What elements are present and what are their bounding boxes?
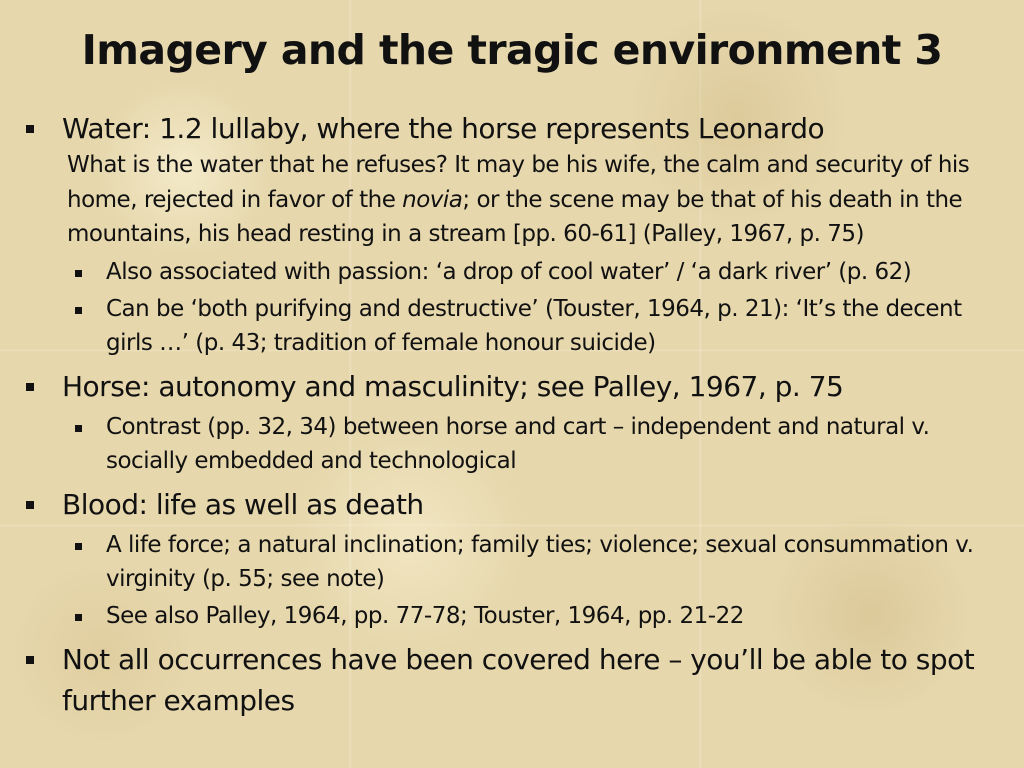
bullet-list — [22, 108, 1012, 721]
paragraph-italic-text: novia — [402, 186, 463, 213]
square-bullet-icon — [22, 366, 62, 407]
square-bullet-icon — [22, 484, 62, 525]
bullet-text: Blood: life as well as death — [62, 487, 424, 521]
bullet-text: Not all occurrences have been covered here – you’ll be able to spot further examples — [62, 642, 975, 717]
square-bullet-icon — [72, 599, 106, 633]
water-paragraph — [67, 148, 1012, 252]
paragraph-text: ; or the scene may be that of his death in the mountains, his head resting in a stream [pp. 60-61] (Palley, 1967, p. 75) — [67, 186, 963, 247]
bullet-blood — [22, 484, 1012, 525]
sub-bullet — [72, 255, 1012, 289]
sub-bullet-text: See also Palley, 1964, pp. 77-78; Touster, 1964, pp. 21-22 — [106, 602, 744, 629]
square-bullet-icon — [72, 292, 106, 326]
paragraph-text: What is the water that he refuses? It may be his wife, the calm and security of his home, rejected in favor of the — [67, 152, 970, 213]
sub-bullet — [72, 410, 1012, 478]
sub-bullet-text: Contrast (pp. 32, 34) between horse and cart – independent and natural v. socially embedded and technological — [106, 413, 930, 474]
square-bullet-icon — [72, 410, 106, 444]
sub-bullet-text: Can be ‘both purifying and destructive’ (Touster, 1964, p. 21): ‘It’s the decent girls …’ (p. 43; tradition of female honour suicide) — [106, 295, 962, 356]
square-bullet-icon — [72, 255, 106, 289]
square-bullet-icon — [22, 108, 62, 149]
square-bullet-icon — [72, 528, 106, 562]
sub-bullet — [72, 528, 1012, 596]
square-bullet-icon — [22, 639, 62, 680]
bullet-occurrences — [22, 639, 1012, 721]
bullet-text: Water: 1.2 lullaby, where the horse represents Leonardo — [62, 112, 825, 145]
bullet-horse — [22, 366, 1012, 407]
bullet-water — [22, 108, 1012, 149]
sub-bullet — [72, 292, 1012, 360]
slide-title: Imagery and the tragic environment 3 — [81, 26, 943, 74]
sub-bullet-text: A life force; a natural inclination; family ties; violence; sexual consummation v. virginity (p. 55; see note) — [106, 531, 974, 592]
bullet-text: Horse: autonomy and masculinity; see Palley, 1967, p. 75 — [62, 369, 844, 403]
sub-bullet-text: Also associated with passion: ‘a drop of cool water’ / ‘a dark river’ (p. 62) — [106, 258, 912, 285]
sub-bullet — [72, 599, 1012, 633]
